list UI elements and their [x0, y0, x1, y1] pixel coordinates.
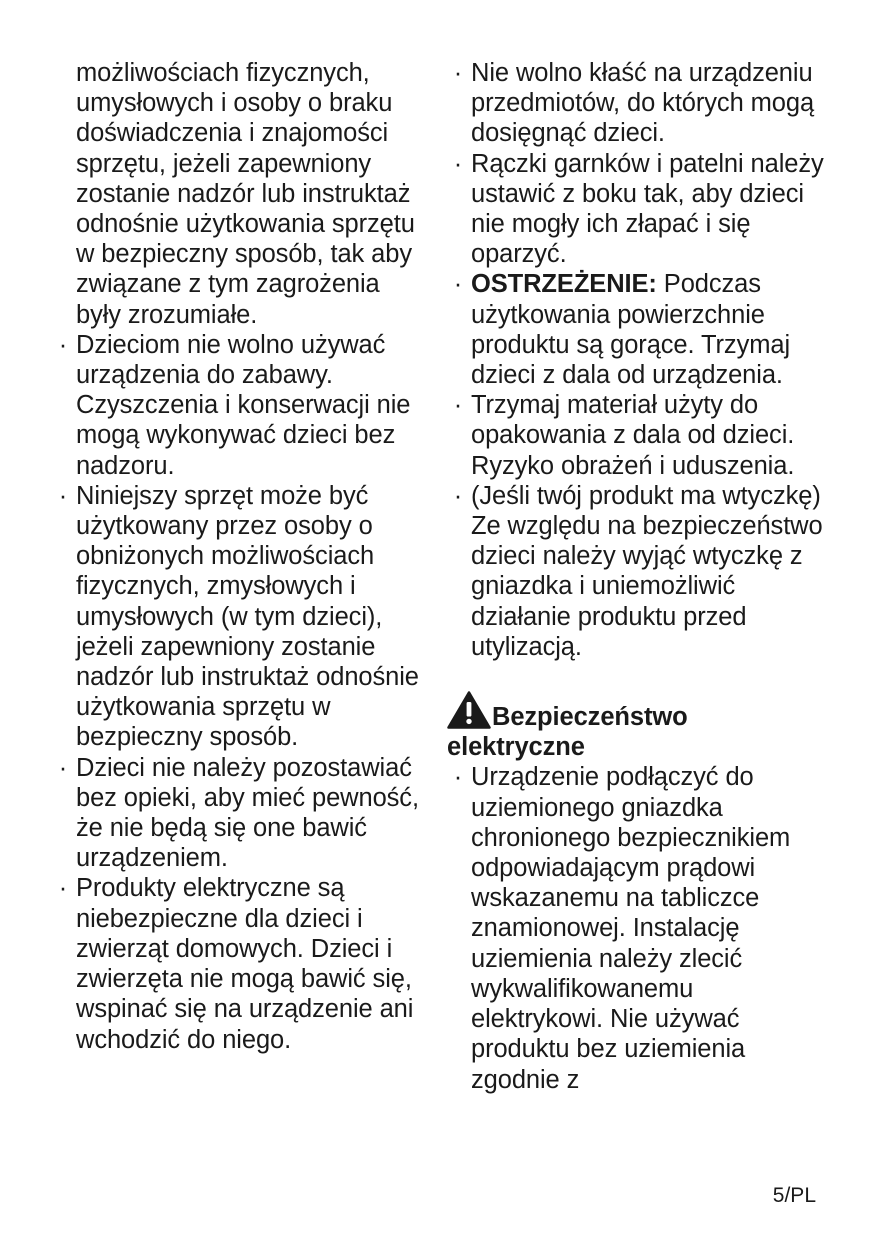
- list-item: · Niniejszy sprzęt może być użytkowany przez osoby o obniżonych możliwościach fizycznych, zmysłowych i umysłowych (w tym dzieci), jeżeli zapewniony zostanie nadzór lub instruktaż odnośnie użytkowania sprzętu w bezpieczny sposób.: [52, 481, 424, 753]
- list-item: · Urządzenie podłączyć do uziemionego gniazdka chronionego bezpiecznikiem odpowiadającym prądowi wskazanemu na tabliczce znamionowej. Instalację uziemienia należy zlecić wykwalifikowanemu elektrykowi. Nie używać produktu bez uziemienia zgodnie z: [447, 762, 827, 1094]
- bullet-icon: ·: [453, 763, 463, 792]
- warning-label: OSTRZEŻENIE:: [471, 270, 657, 299]
- list-item: · Dzieci nie należy pozostawiać bez opieki, aby mieć pewność, że nie będą się one bawić urządzeniem.: [52, 753, 424, 874]
- bullet-icon: ·: [58, 330, 68, 359]
- bullet-icon: ·: [58, 874, 68, 903]
- continuation-paragraph: możliwościach fizycznych, umysłowych i osoby o braku doświadczenia i znajomości sprzętu, jeżeli zapewniony zostanie nadzór lub instruktaż odnośnie użytkowania sprzętu w bezpieczny sposób, tak aby związane z tym zagrożenia były zrozumiałe.: [76, 59, 415, 329]
- bullet-icon: ·: [453, 481, 463, 510]
- page-number: 5/PL: [772, 1184, 816, 1207]
- list-item: · Rączki garnków i patelni należy ustawić z boku tak, aby dzieci nie mogły ich złapać i się oparzyć.: [447, 149, 827, 270]
- list-item: · Trzymaj materiał użyty do opakowania z dala od dzieci. Ryzyko obrażeń i uduszenia.: [447, 390, 827, 481]
- bullet-icon: ·: [58, 481, 68, 510]
- bullet-icon: ·: [453, 391, 463, 420]
- list-item: · Nie wolno kłaść na urządzeniu przedmiotów, do których mogą dosięgnąć dzieci.: [447, 58, 827, 149]
- bullet-icon: ·: [453, 270, 463, 299]
- electrical-bullet-list: [447, 762, 827, 1094]
- list-item: · Dzieciom nie wolno używać urządzenia do zabawy. Czyszczenia i konserwacji nie mogą wykonywać dzieci bez nadzoru.: [52, 330, 424, 481]
- section-heading: [447, 691, 827, 762]
- bullet-icon: ·: [453, 59, 463, 87]
- bullet-icon: ·: [453, 149, 463, 178]
- left-column: [52, 58, 424, 1055]
- section-title: Bezpieczeństwo elektryczne: [447, 703, 688, 762]
- warning-triangle-icon: [447, 691, 491, 729]
- right-bullet-list: [447, 58, 827, 662]
- right-column: [447, 58, 827, 1095]
- bullet-icon: ·: [58, 753, 68, 782]
- list-item: · OSTRZEŻENIE: Podczas użytkowania powierzchnie produktu są gorące. Trzymaj dzieci z dala od urządzenia.: [447, 269, 827, 390]
- left-bullet-list: [52, 330, 424, 1055]
- list-item: · (Jeśli twój produkt ma wtyczkę) Ze względu na bezpieczeństwo dzieci należy wyjąć wtyczkę z gniazdka i uniemożliwić działanie produktu przed utylizacją.: [447, 481, 827, 662]
- list-item: · Produkty elektryczne są niebezpieczne dla dzieci i zwierząt domowych. Dzieci i zwierzęta nie mogą bawić się, wspinać się na urządzenie ani wchodzić do niego.: [52, 873, 424, 1054]
